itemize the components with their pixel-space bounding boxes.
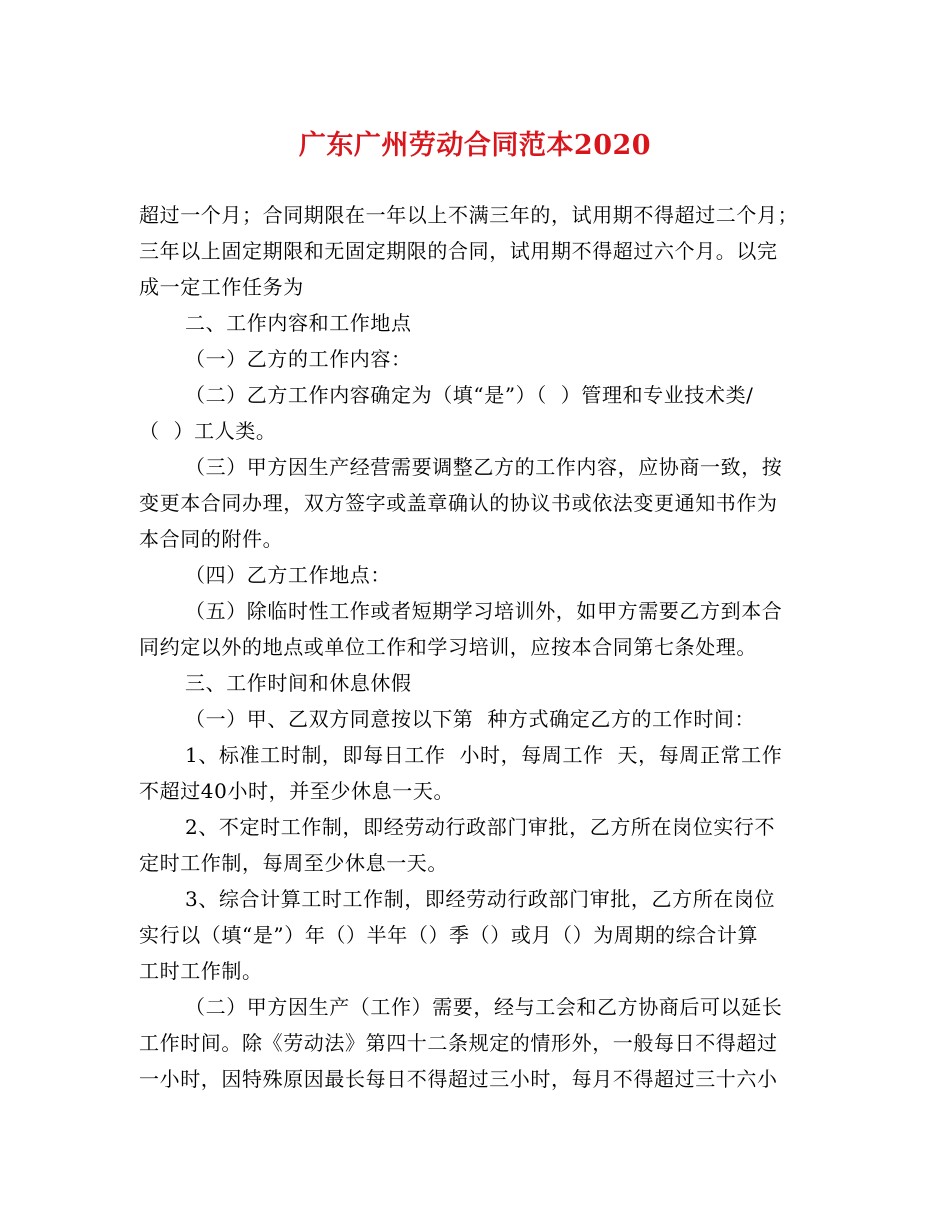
paragraph-line: 1、标准工时制，即每日工作 小时，每周工作 天，每周正常工作 [185,743,783,767]
paragraph-line: （ ）工人类。 [139,419,277,443]
paragraph-line: 超过一个月；合同期限在一年以上不满三年的，试用期不得超过二个月； [139,203,799,227]
paragraph-line: 本合同的附件。 [139,527,284,551]
paragraph-line: 变更本合同办理，双方签字或盖章确认的协议书或依法变更通知书作为 [139,491,778,515]
paragraph-line: 工作时间。除《劳动法》第四十二条规定的情形外，一般每日不得超过 [139,1031,778,1055]
document-title: 广东广州劳动合同范本2020 [298,130,652,161]
paragraph-line: （四）乙方工作地点： [185,563,391,587]
paragraph-line: （三）甲方因生产经营需要调整乙方的工作内容，应协商一致，按 [185,455,783,479]
paragraph-line: （二）甲方因生产（工作）需要，经与工会和乙方协商后可以延长 [185,995,783,1019]
paragraph-line: （二）乙方工作内容确定为（填“是”）（ ）管理和专业技术类/ [185,383,754,407]
section-heading: 二、工作内容和工作地点 [185,311,412,335]
paragraph-line: 三年以上固定期限和无固定期限的合同，试用期不得超过六个月。以完 [139,239,778,263]
section-heading: 三、工作时间和休息休假 [185,671,412,695]
paragraph-line: 一小时，因特殊原因最长每日不得超过三小时，每月不得超过三十六小 [139,1067,778,1091]
paragraph-line: 工时工作制。 [139,959,263,983]
paragraph-line: （一）乙方的工作内容： [185,347,412,371]
paragraph-line: 2、不定时工作制，即经劳动行政部门审批，乙方所在岗位实行不 [185,815,776,839]
paragraph-line: 实行以（填“是”）年（）半年（）季（）或月（）为周期的综合计算 [139,923,759,947]
paragraph-line: （一）甲、乙双方同意按以下第 种方式确定乙方的工作时间： [185,707,756,731]
paragraph-line: 同约定以外的地点或单位工作和学习培训，应按本合同第七条处理。 [139,635,757,659]
paragraph-line: 定时工作制，每周至少休息一天。 [139,851,448,875]
paragraph-line: 不超过40小时，并至少休息一天。 [139,779,455,803]
paragraph-line: 成一定工作任务为 [139,275,304,299]
paragraph-line: 3、综合计算工时工作制，即经劳动行政部门审批，乙方所在岗位 [185,887,776,911]
paragraph-line: （五）除临时性工作或者短期学习培训外，如甲方需要乙方到本合 [185,599,783,623]
document-body [139,197,819,1097]
